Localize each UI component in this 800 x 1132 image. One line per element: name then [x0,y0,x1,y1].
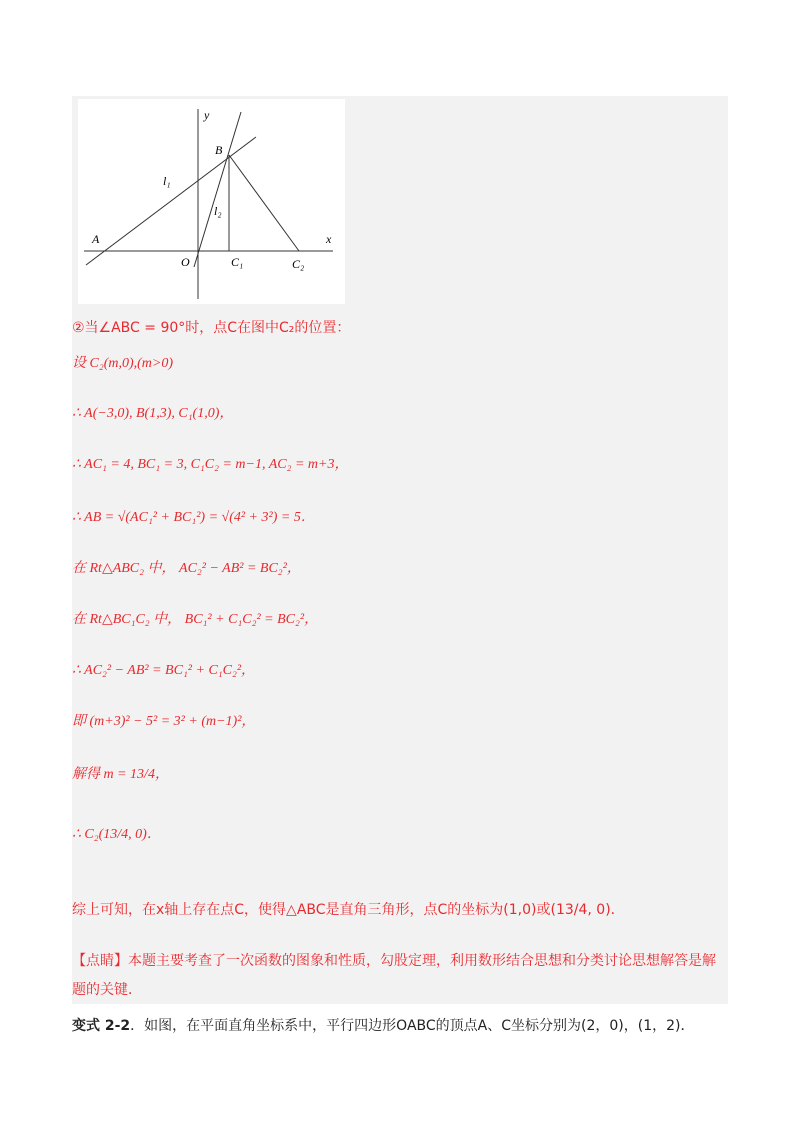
case2-statement: ②当∠ABC = 90°时，点C在图中C₂的位置： [72,320,351,336]
next-problem-line [72,1015,694,1035]
point-c1-label: C₁ [231,255,244,269]
line-l2 [194,112,244,269]
y-axis-label: y [204,108,210,122]
combined-equation: ∴ AC₂² − AB² = BC₁² + C₁C₂²， [72,663,256,678]
point-b-label: B [215,143,223,157]
origin-label: O [181,255,190,269]
x-axis-label: x [326,232,332,246]
point-c2-label: C₂ [292,257,305,271]
comment-line-2: 题的关键． [72,982,142,998]
rt-triangle-abc2: 在 Rt△ABC₂ 中， AC₂² − AB² = BC₂²， [72,561,301,576]
coordinate-figure [78,99,345,304]
figure-svg [78,99,345,304]
solve-m: 解得 m = 13/4， [72,767,169,782]
comment-line-1: 【点睛】本题主要考查了一次函数的图象和性质，勾股定理，利用数形结合思想和分类讨论思想解答是解 [72,953,716,969]
ab-length: ∴ AB = √(AC₁² + BC₁²) = √(4² + 3²) = 5． [72,510,315,525]
problem-label: 变式 2-2 [72,1018,131,1034]
set-c2: 设 C₂(m,0),(m>0) [72,356,174,371]
expanded-equation: 即 (m+3)² − 5² = 3² + (m−1)²， [72,714,256,729]
summary-conclusion: 综上可知，在x轴上存在点C，使得△ABC是直角三角形，点C的坐标为(1,0)或(13/4, 0)． [72,902,625,918]
rt-triangle-bc1c2: 在 Rt△BC₁C₂ 中， BC₁² + C₁C₂² = BC₂²， [72,612,319,627]
line-l2-label: l₂ [214,204,222,218]
segment-lengths: ∴ AC₁ = 4, BC₁ = 3, C₁C₂ = m−1, AC₂ = m+3， [72,457,349,472]
point-a-label: A [92,232,100,246]
point-coordinates: ∴ A(−3,0), B(1,3), C₁(1,0)， [72,406,234,421]
c2-coordinate: ∴ C₂(13/4, 0)． [72,827,161,842]
line-l1 [86,137,256,265]
line-l1-label: l₁ [163,174,171,188]
problem-text: ．如图，在平面直角坐标系中，平行四边形OABC的顶点A、C坐标分别为(2，0)，(1，2)． [130,1018,695,1034]
segment-bc2 [229,155,299,251]
